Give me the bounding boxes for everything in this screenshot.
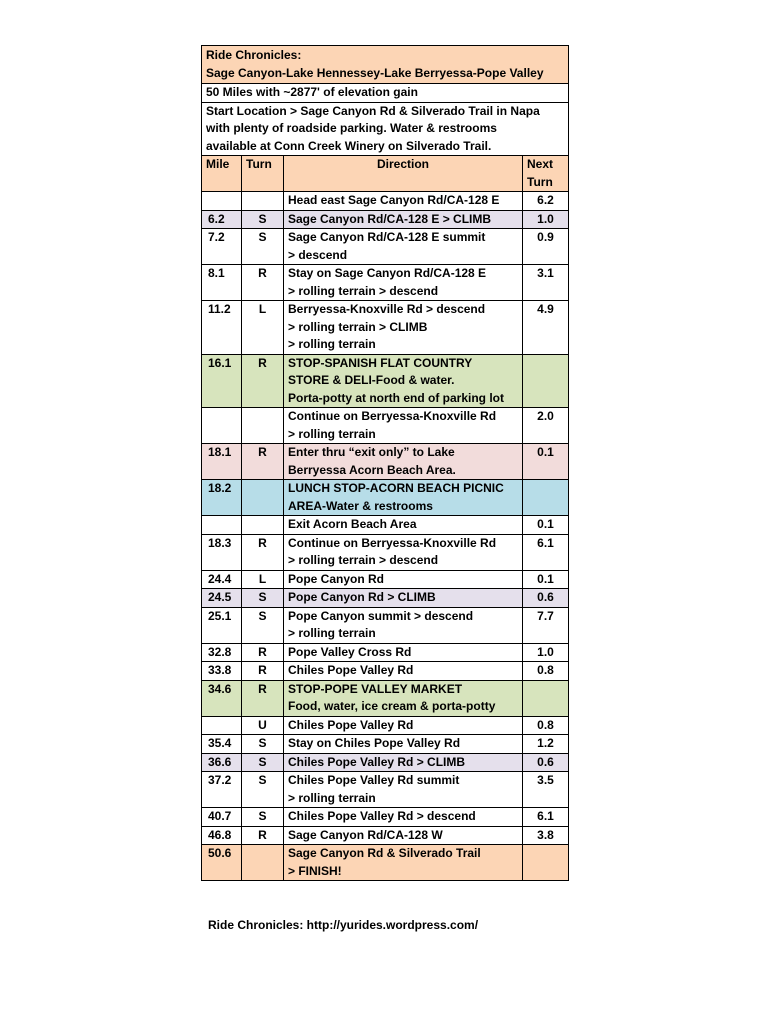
cue-mile: 46.8 bbox=[202, 826, 242, 845]
cue-direction bbox=[284, 265, 523, 301]
cue-direction-line: Sage Canyon Rd & Silverado Trail bbox=[288, 846, 481, 860]
cue-direction-line: Continue on Berryessa-Knoxville Rd bbox=[288, 535, 497, 550]
cue-direction-line: Chiles Pope Valley Rd bbox=[288, 717, 414, 732]
cue-row bbox=[202, 680, 569, 716]
cue-direction bbox=[284, 772, 523, 808]
cue-direction bbox=[284, 301, 523, 355]
cue-next-turn: 6.1 bbox=[523, 808, 569, 827]
column-header-row bbox=[202, 156, 569, 192]
cue-row bbox=[202, 570, 569, 589]
cue-mile bbox=[202, 192, 242, 211]
cue-direction-line: LUNCH STOP-ACORN BEACH PICNIC bbox=[288, 481, 504, 495]
cue-row bbox=[202, 265, 569, 301]
cue-turn: R bbox=[242, 265, 284, 301]
cue-turn: S bbox=[242, 607, 284, 643]
cue-next-turn: 1.0 bbox=[523, 210, 569, 229]
cue-next-turn: 6.2 bbox=[523, 192, 569, 211]
cue-next-turn: 0.1 bbox=[523, 570, 569, 589]
cue-direction-line: > descend bbox=[288, 247, 348, 262]
sheet-title bbox=[202, 46, 569, 84]
cue-row bbox=[202, 210, 569, 229]
col-header-mile: Mile bbox=[202, 156, 242, 192]
cue-direction-line: > rolling terrain bbox=[288, 790, 376, 805]
start-location-row bbox=[202, 102, 569, 156]
col-header-next-line-1: Next bbox=[527, 157, 554, 171]
cue-next-turn: 3.1 bbox=[523, 265, 569, 301]
cue-mile: 32.8 bbox=[202, 643, 242, 662]
cue-mile bbox=[202, 408, 242, 444]
cue-row bbox=[202, 716, 569, 735]
title-line-1: Ride Chronicles: bbox=[206, 48, 302, 62]
cue-row bbox=[202, 534, 569, 570]
cue-direction-line: Pope Canyon Rd > CLIMB bbox=[288, 590, 436, 604]
cue-mile: 40.7 bbox=[202, 808, 242, 827]
cue-mile: 25.1 bbox=[202, 607, 242, 643]
col-header-direction: Direction bbox=[284, 156, 523, 192]
cue-next-turn bbox=[523, 680, 569, 716]
cue-mile: 33.8 bbox=[202, 662, 242, 681]
cue-direction bbox=[284, 735, 523, 754]
cue-turn: S bbox=[242, 589, 284, 608]
cue-direction bbox=[284, 589, 523, 608]
distance-summary: 50 Miles with ~2877' of elevation gain bbox=[202, 84, 569, 103]
cue-direction bbox=[284, 229, 523, 265]
cue-mile: 37.2 bbox=[202, 772, 242, 808]
cue-direction bbox=[284, 210, 523, 229]
cue-turn bbox=[242, 408, 284, 444]
cue-row bbox=[202, 643, 569, 662]
cue-turn: S bbox=[242, 229, 284, 265]
cue-next-turn: 4.9 bbox=[523, 301, 569, 355]
cue-direction-line: > rolling terrain > descend bbox=[288, 553, 439, 567]
cue-direction-line: Exit Acorn Beach Area bbox=[288, 517, 417, 531]
cue-mile: 18.2 bbox=[202, 480, 242, 516]
cue-direction-line: Stay on Chiles Pope Valley Rd bbox=[288, 736, 461, 750]
cue-direction bbox=[284, 716, 523, 735]
cue-direction bbox=[284, 680, 523, 716]
cue-next-turn: 3.5 bbox=[523, 772, 569, 808]
cue-row bbox=[202, 845, 569, 881]
cue-row bbox=[202, 516, 569, 535]
cue-direction bbox=[284, 808, 523, 827]
title-row bbox=[202, 46, 569, 84]
cue-mile: 7.2 bbox=[202, 229, 242, 265]
cue-turn bbox=[242, 480, 284, 516]
cue-turn: S bbox=[242, 735, 284, 754]
cue-direction bbox=[284, 753, 523, 772]
cue-direction-line: > FINISH! bbox=[288, 863, 342, 878]
cue-row bbox=[202, 607, 569, 643]
cue-row bbox=[202, 354, 569, 408]
cue-direction-line: STOP-SPANISH FLAT COUNTRY bbox=[288, 355, 473, 370]
cue-turn: S bbox=[242, 772, 284, 808]
cue-mile: 18.3 bbox=[202, 534, 242, 570]
cue-next-turn bbox=[523, 480, 569, 516]
cue-next-turn: 0.8 bbox=[523, 662, 569, 681]
cue-direction-line: Food, water, ice cream & porta-potty bbox=[288, 699, 496, 713]
cue-mile: 24.4 bbox=[202, 570, 242, 589]
start-line-2: with plenty of roadside parking. Water & restrooms bbox=[206, 121, 497, 135]
cue-direction-line: > rolling terrain bbox=[288, 626, 376, 640]
cue-direction-line: Pope Canyon Rd bbox=[288, 571, 385, 586]
cue-row bbox=[202, 444, 569, 480]
cue-direction bbox=[284, 192, 523, 211]
cue-direction-line: Chiles Pope Valley Rd > descend bbox=[288, 809, 476, 823]
cue-row bbox=[202, 808, 569, 827]
cue-direction-line: Berryessa-Knoxville Rd > descend bbox=[288, 302, 486, 316]
cue-next-turn: 3.8 bbox=[523, 826, 569, 845]
cue-direction-line: Chiles Pope Valley Rd summit bbox=[288, 773, 460, 787]
cue-mile: 8.1 bbox=[202, 265, 242, 301]
cue-direction-line: Pope Canyon summit > descend bbox=[288, 608, 474, 623]
cue-turn bbox=[242, 516, 284, 535]
cue-direction bbox=[284, 444, 523, 480]
cue-sheet-table bbox=[201, 45, 569, 881]
cue-next-turn: 7.7 bbox=[523, 607, 569, 643]
cue-next-turn bbox=[523, 354, 569, 408]
cue-next-turn: 0.9 bbox=[523, 229, 569, 265]
title-line-2: Sage Canyon-Lake Hennessey-Lake Berryessa-Pope Valley bbox=[206, 65, 544, 80]
cue-direction-line: Sage Canyon Rd/CA-128 E summit bbox=[288, 230, 486, 244]
cue-direction bbox=[284, 607, 523, 643]
cue-turn: R bbox=[242, 534, 284, 570]
cue-direction bbox=[284, 354, 523, 408]
cue-mile bbox=[202, 716, 242, 735]
cue-direction bbox=[284, 408, 523, 444]
cue-turn: S bbox=[242, 808, 284, 827]
cue-turn: L bbox=[242, 301, 284, 355]
cue-direction bbox=[284, 516, 523, 535]
cue-direction-line: > rolling terrain > CLIMB bbox=[288, 319, 428, 334]
cue-mile: 11.2 bbox=[202, 301, 242, 355]
cue-turn: R bbox=[242, 444, 284, 480]
cue-direction bbox=[284, 643, 523, 662]
cue-turn: L bbox=[242, 570, 284, 589]
cue-direction bbox=[284, 570, 523, 589]
cue-row bbox=[202, 772, 569, 808]
cue-mile: 24.5 bbox=[202, 589, 242, 608]
cue-direction-line: Stay on Sage Canyon Rd/CA-128 E bbox=[288, 266, 487, 280]
cue-row bbox=[202, 589, 569, 608]
cue-next-turn: 0.6 bbox=[523, 753, 569, 772]
cue-row bbox=[202, 229, 569, 265]
cue-direction-line: > rolling terrain bbox=[288, 426, 376, 441]
col-header-next-line-2: Turn bbox=[527, 174, 553, 189]
cue-row bbox=[202, 826, 569, 845]
cue-turn: R bbox=[242, 354, 284, 408]
cue-direction-line: > rolling terrain bbox=[288, 337, 376, 351]
cue-mile: 50.6 bbox=[202, 845, 242, 881]
cue-direction-line: Berryessa Acorn Beach Area. bbox=[288, 462, 456, 477]
cue-turn bbox=[242, 192, 284, 211]
cue-direction-line: Porta-potty at north end of parking lot bbox=[288, 390, 504, 405]
cue-direction-line: Chiles Pope Valley Rd > CLIMB bbox=[288, 754, 466, 769]
cue-next-turn: 0.8 bbox=[523, 716, 569, 735]
col-header-turn: Turn bbox=[242, 156, 284, 192]
cue-next-turn: 2.0 bbox=[523, 408, 569, 444]
cue-direction-line: STORE & DELI-Food & water. bbox=[288, 373, 455, 387]
cue-turn: R bbox=[242, 826, 284, 845]
cue-mile: 36.6 bbox=[202, 753, 242, 772]
col-header-next-turn bbox=[523, 156, 569, 192]
cue-row bbox=[202, 753, 569, 772]
cue-turn: U bbox=[242, 716, 284, 735]
cue-turn: R bbox=[242, 680, 284, 716]
cue-direction bbox=[284, 480, 523, 516]
cue-next-turn: 0.1 bbox=[523, 516, 569, 535]
cue-direction-line: Head east Sage Canyon Rd/CA-128 E bbox=[288, 193, 500, 207]
cue-turn: S bbox=[242, 753, 284, 772]
cue-row bbox=[202, 480, 569, 516]
cue-row bbox=[202, 408, 569, 444]
cue-direction-line: Pope Valley Cross Rd bbox=[288, 644, 412, 659]
cue-direction bbox=[284, 845, 523, 881]
cue-mile: 34.6 bbox=[202, 680, 242, 716]
cue-direction-line: Sage Canyon Rd/CA-128 E > CLIMB bbox=[288, 211, 492, 226]
cue-direction bbox=[284, 826, 523, 845]
cue-direction-line: STOP-POPE VALLEY MARKET bbox=[288, 681, 463, 696]
cue-mile: 18.1 bbox=[202, 444, 242, 480]
cue-turn: R bbox=[242, 662, 284, 681]
cue-direction-line: Enter thru “exit only” to Lake bbox=[288, 445, 455, 459]
cue-direction-line: AREA-Water & restrooms bbox=[288, 498, 433, 513]
start-line-1: Start Location > Sage Canyon Rd & Silverado Trail in Napa bbox=[206, 103, 540, 118]
cue-mile bbox=[202, 516, 242, 535]
footer-credit: Ride Chronicles: http://yurides.wordpress.com/ bbox=[208, 918, 479, 932]
cue-next-turn: 0.6 bbox=[523, 589, 569, 608]
cue-turn: S bbox=[242, 210, 284, 229]
cue-direction-line: Sage Canyon Rd/CA-128 W bbox=[288, 827, 443, 842]
cue-mile: 6.2 bbox=[202, 210, 242, 229]
cue-next-turn: 1.2 bbox=[523, 735, 569, 754]
cue-direction-line: Chiles Pope Valley Rd bbox=[288, 663, 414, 677]
cue-next-turn bbox=[523, 845, 569, 881]
cue-mile: 16.1 bbox=[202, 354, 242, 408]
start-location bbox=[202, 102, 569, 156]
cue-row bbox=[202, 301, 569, 355]
cue-direction bbox=[284, 662, 523, 681]
cue-next-turn: 6.1 bbox=[523, 534, 569, 570]
cue-next-turn: 1.0 bbox=[523, 643, 569, 662]
start-line-3: available at Conn Creek Winery on Silverado Trail. bbox=[206, 138, 492, 153]
distance-row bbox=[202, 84, 569, 103]
cue-next-turn: 0.1 bbox=[523, 444, 569, 480]
cue-mile: 35.4 bbox=[202, 735, 242, 754]
cue-turn: R bbox=[242, 643, 284, 662]
cue-direction-line: > rolling terrain > descend bbox=[288, 283, 439, 298]
cue-row bbox=[202, 662, 569, 681]
cue-direction-line: Continue on Berryessa-Knoxville Rd bbox=[288, 409, 497, 423]
cue-row bbox=[202, 735, 569, 754]
cue-row bbox=[202, 192, 569, 211]
cue-turn bbox=[242, 845, 284, 881]
cue-direction bbox=[284, 534, 523, 570]
